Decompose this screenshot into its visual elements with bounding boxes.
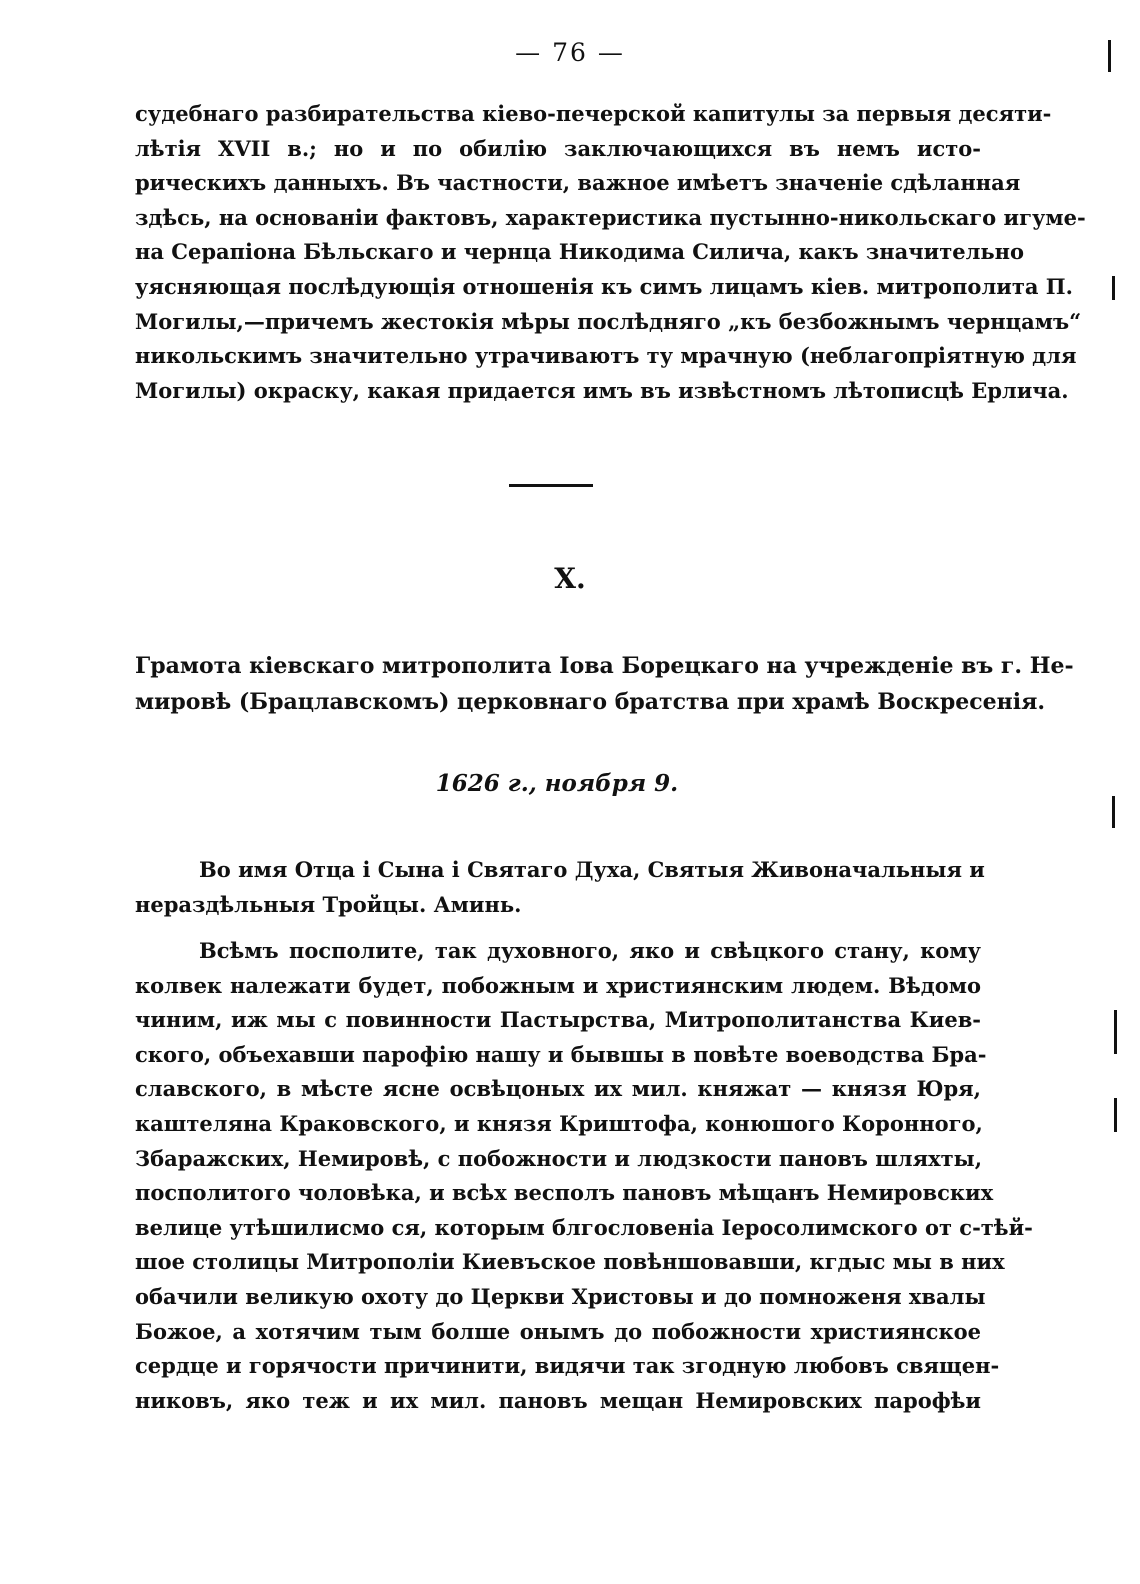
title-line: мировѣ (Брацлавскомъ) церковнаго братства при храмѣ Воскресенія.	[135, 689, 1046, 715]
section-number: X.	[554, 562, 586, 595]
text-line: Во имя Отца і Сына і Святаго Духа, Святыя Живоначальныя и	[199, 857, 985, 882]
text-line: судебнаго разбирательства кіево-печерской капитулы за первыя десяти-	[135, 101, 1052, 126]
document-date: 1626 г., ноября 9.	[435, 770, 679, 797]
section-divider	[509, 484, 593, 487]
page-number: — 76 —	[515, 38, 625, 67]
text-line: сердце и горячости причинити, видячи так згодную любовъ священ-	[135, 1353, 1000, 1379]
text-line: Всѣмъ посполите, так духовного, яко и свѣцкого стану, кому	[199, 938, 981, 963]
scan-margin-mark	[1108, 40, 1111, 72]
invocation-paragraph	[135, 853, 985, 922]
text-line: ского, объехавши парофію нашу и бывшы в повѣте воеводства Бра-	[135, 1041, 987, 1067]
text-line: славского, в мѣсте ясне освѣцоных их мил. княжат — князя Юря,	[135, 1076, 981, 1102]
text-line: посполитого чоловѣка, и всѣх весполъ пановъ мѣщанъ Немировских	[135, 1180, 994, 1206]
text-line: колвек належати будет, побожным и християнским людем. Вѣдомо	[135, 972, 981, 998]
intro-paragraph	[135, 97, 1086, 408]
text-line: на Серапіона Бѣльскаго и чернца Никодима Силича, какъ значительно	[135, 239, 1025, 265]
scan-margin-mark	[1112, 276, 1115, 300]
scan-margin-mark	[1114, 1098, 1117, 1132]
text-line: чиним, иж мы с повинности Пастырства, Митрополитанства Киев-	[135, 1007, 981, 1033]
text-line: Могилы,—причемъ жестокія мѣры послѣдняго „къ безбожнымъ чернцамъ“	[135, 308, 1082, 334]
text-line: уясняющая послѣдующія отношенія къ симъ лицамъ кіев. митрополита П.	[135, 273, 1073, 299]
text-line: рическихъ данныхъ. Въ частности, важное имѣетъ значеніе сдѣланная	[135, 170, 1021, 196]
text-line: лѣтія XVII в.; но и по обилію заключающихся въ немъ исто-	[135, 135, 981, 161]
title-line: Грамота кіевскаго митрополита Іова Борецкаго на учрежденіе въ г. Не-	[135, 653, 1074, 679]
text-line: здѣсь, на основаніи фактовъ, характеристика пустынно-никольскаго игуме-	[135, 204, 1086, 230]
body-paragraph	[135, 934, 1033, 1418]
document-title	[135, 648, 1074, 720]
text-line: Божое, а хотячим тым болше онымъ до побожности християнское	[135, 1318, 981, 1344]
scan-margin-mark	[1114, 1010, 1117, 1054]
text-line: никольскимъ значительно утрачиваютъ ту мрачную (неблагопріятную для	[135, 343, 1077, 369]
text-line: Могилы) окраску, какая придается имъ въ извѣстномъ лѣтописцѣ Ерлича.	[135, 377, 1069, 403]
text-line: нераздѣльныя Тройцы. Аминь.	[135, 891, 522, 917]
text-line: каштеляна Краковского, и князя Криштофа, конюшого Коронного,	[135, 1110, 983, 1136]
scan-margin-mark	[1112, 796, 1115, 828]
text-line: никовъ, яко теж и их мил. пановъ мещан Немировских парофѣи	[135, 1387, 981, 1413]
text-line: обачили великую охоту до Церкви Христовы и до помноженя хвалы	[135, 1283, 986, 1309]
text-line: велице утѣшилисмо ся, которым блгословеніа Іеросолимского от с-тѣй-	[135, 1214, 1033, 1240]
text-line: шое столицы Митрополіи Киевъское повѣншовавши, кгдыс мы в них	[135, 1249, 1005, 1275]
text-line: Збаражских, Немировѣ, с побожности и людзкости пановъ шляхты,	[135, 1145, 983, 1171]
